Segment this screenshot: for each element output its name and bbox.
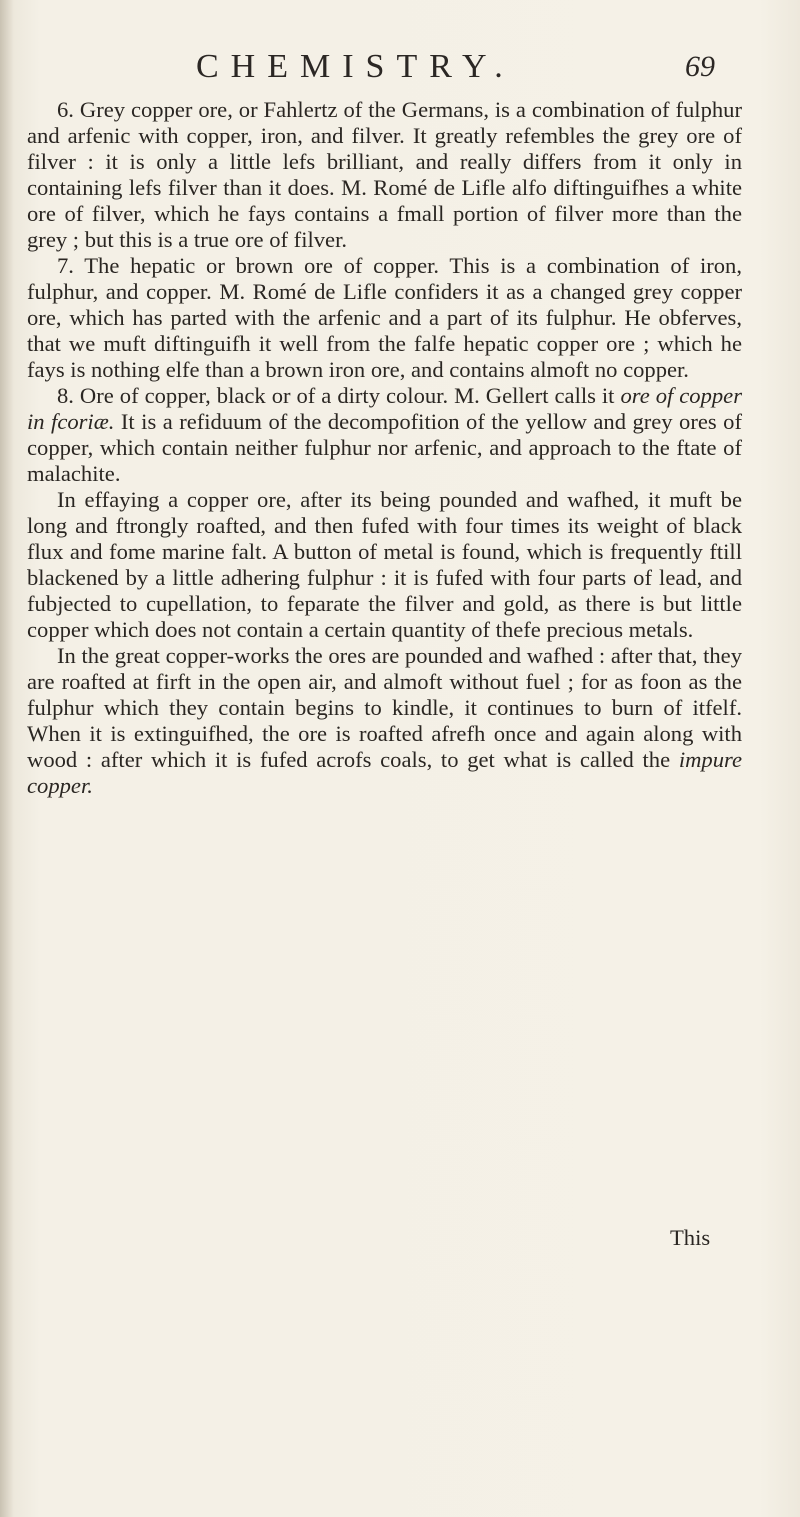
paragraph-black-copper-ore-end: It is a refiduum of the decompofition of the yellow and grey ores of copper, which contain neither fulphur nor arfenic, and approach to the ftate of malachite. — [27, 409, 742, 486]
catchword: This — [670, 1225, 711, 1250]
spine-shadow — [0, 0, 14, 1517]
page-number: 69 — [685, 50, 715, 83]
italic-term-scoriae: ore of copper in fcoriæ. — [27, 383, 742, 434]
paragraph-grey-copper-ore: 6. Grey copper ore, or Fahlertz of the Germans, is a combination of fulphur and arfenic with copper, iron, and filver. It greatly refembles the grey ore of filver : it is only a little lefs brilliant, and really differs from it only in containing lefs filver than it does. M. Romé de Lifle alfo diftinguifhes a white ore of filver, which he fays contains a fmall portion of filver more than the grey ; but this is a true ore of filver. — [27, 97, 742, 252]
body-text — [27, 97, 742, 799]
paragraph-black-copper-ore-start: 8. Ore of copper, black or of a dirty colour. M. Gellert calls it — [57, 383, 621, 408]
running-head — [0, 48, 800, 88]
paragraph-hepatic-copper-ore: 7. The hepatic or brown ore of copper. This is a combination of iron, fulphur, and copper. M. Romé de Lifle confiders it as a changed grey copper ore, which has parted with the arfenic and a part of its fulphur. He obferves, that we muft diftinguifh it well from the falfe hepatic copper ore ; which he fays is nothing elfe than a brown iron ore, and contains almoft no copper. — [27, 253, 742, 382]
italic-term-impure-copper: impure copper. — [27, 747, 742, 798]
paragraph-copper-works — [27, 643, 742, 799]
paragraph-copper-works-text: In the great copper-works the ores are pounded and wafhed : after that, they are roafted at firft in the open air, and almoft without fuel ; for as foon as the fulphur which they contain begins to kindle, it continues to burn of itfelf. When it is extinguifhed, the ore is roafted afrefh once and again along with wood : after which it is fufed acrofs coals, to get what is called the — [27, 643, 742, 772]
paragraph-black-copper-ore — [27, 383, 742, 487]
paragraph-assaying-copper: In effaying a copper ore, after its being pounded and wafhed, it muft be long and ftrongly roafted, and then fufed with four times its weight of black flux and fome marine falt. A button of metal is found, which is frequently ftill blackened by a little adhering fulphur : it is fufed with four parts of lead, and fubjected to cupellation, to feparate the filver and gold, as there is but little copper which does not contain a certain quantity of thefe precious metals. — [27, 487, 742, 642]
running-head-title: CHEMISTRY. — [196, 48, 515, 85]
